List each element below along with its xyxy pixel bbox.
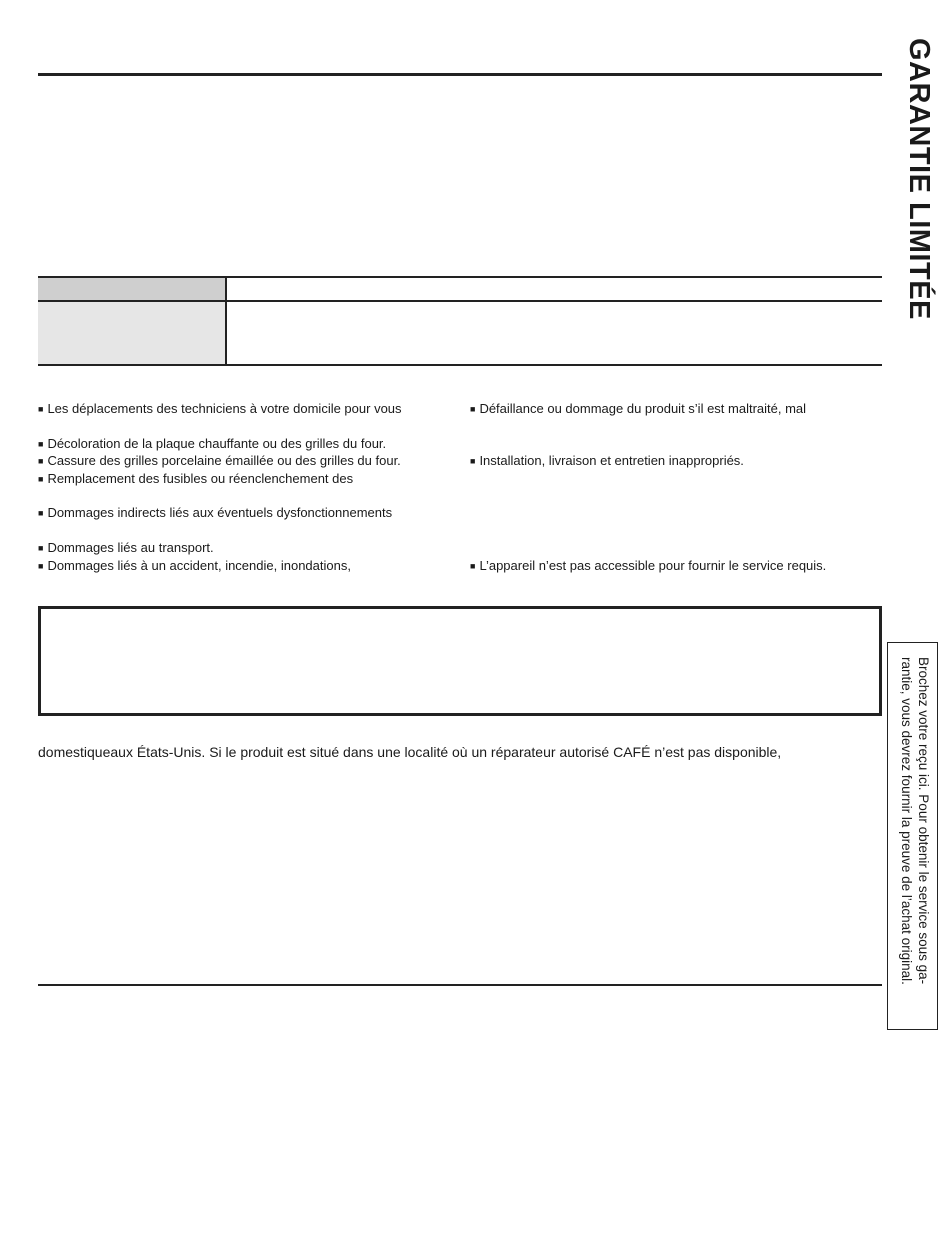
bullet-icon: ■ xyxy=(38,560,44,571)
bullet-icon: ■ xyxy=(470,456,476,467)
list-item: ■ Dommages liés à un accident, incendie, inondations, xyxy=(38,557,351,573)
body-text: domestiqueaux États-Unis. Si le produit est situé dans une localité où un réparateur autorisé CAFÉ n’est pas disponible, xyxy=(38,744,782,760)
bottom-rule xyxy=(38,984,882,986)
table-header-cell xyxy=(38,278,225,300)
side-title: GARANTIE LIMITÉE xyxy=(903,38,935,320)
exclusions-list xyxy=(38,400,882,580)
list-item: ■ Cassure des grilles porcelaine émaillée ou des grilles du four. xyxy=(38,453,401,469)
bullet-icon: ■ xyxy=(38,543,44,554)
table-bottom-rule xyxy=(38,364,882,366)
bullet-icon: ■ xyxy=(470,560,476,571)
list-item: ■ Défaillance ou dommage du produit s’il est maltraité, mal xyxy=(470,401,807,416)
list-item: ■ Dommages liés au transport. xyxy=(38,540,214,556)
list-item: ■ Décoloration de la plaque chauffante ou des grilles du four. xyxy=(38,435,387,451)
list-item: ■ Dommages indirects liés aux éventuels dysfonctionnements xyxy=(38,505,393,521)
bullet-icon: ■ xyxy=(38,404,44,414)
bullet-icon: ■ xyxy=(38,438,44,449)
top-rule xyxy=(38,73,882,76)
bullet-icon: ■ xyxy=(38,473,44,484)
notice-box xyxy=(38,606,882,716)
list-item: ■ L’appareil n’est pas accessible pour fournir le service requis. xyxy=(470,557,827,573)
table-row-cell xyxy=(38,302,225,364)
list-item: ■ Remplacement des fusibles ou réenclenchement des xyxy=(38,470,354,486)
receipt-staple-box xyxy=(887,642,938,1030)
bullet-icon: ■ xyxy=(38,456,44,467)
table-column-divider xyxy=(225,278,227,364)
list-item: ■ Les déplacements des techniciens à votre domicile pour vous xyxy=(38,401,402,416)
receipt-note: Brochez votre reçu ici. Pour obtenir le service sous ga-rantie, vous devrez fournir la preuve de l’achat original. xyxy=(899,657,931,985)
list-item: ■ Installation, livraison et entretien inappropriés. xyxy=(470,453,744,469)
bullet-icon: ■ xyxy=(38,508,44,519)
bullet-icon: ■ xyxy=(470,404,476,414)
